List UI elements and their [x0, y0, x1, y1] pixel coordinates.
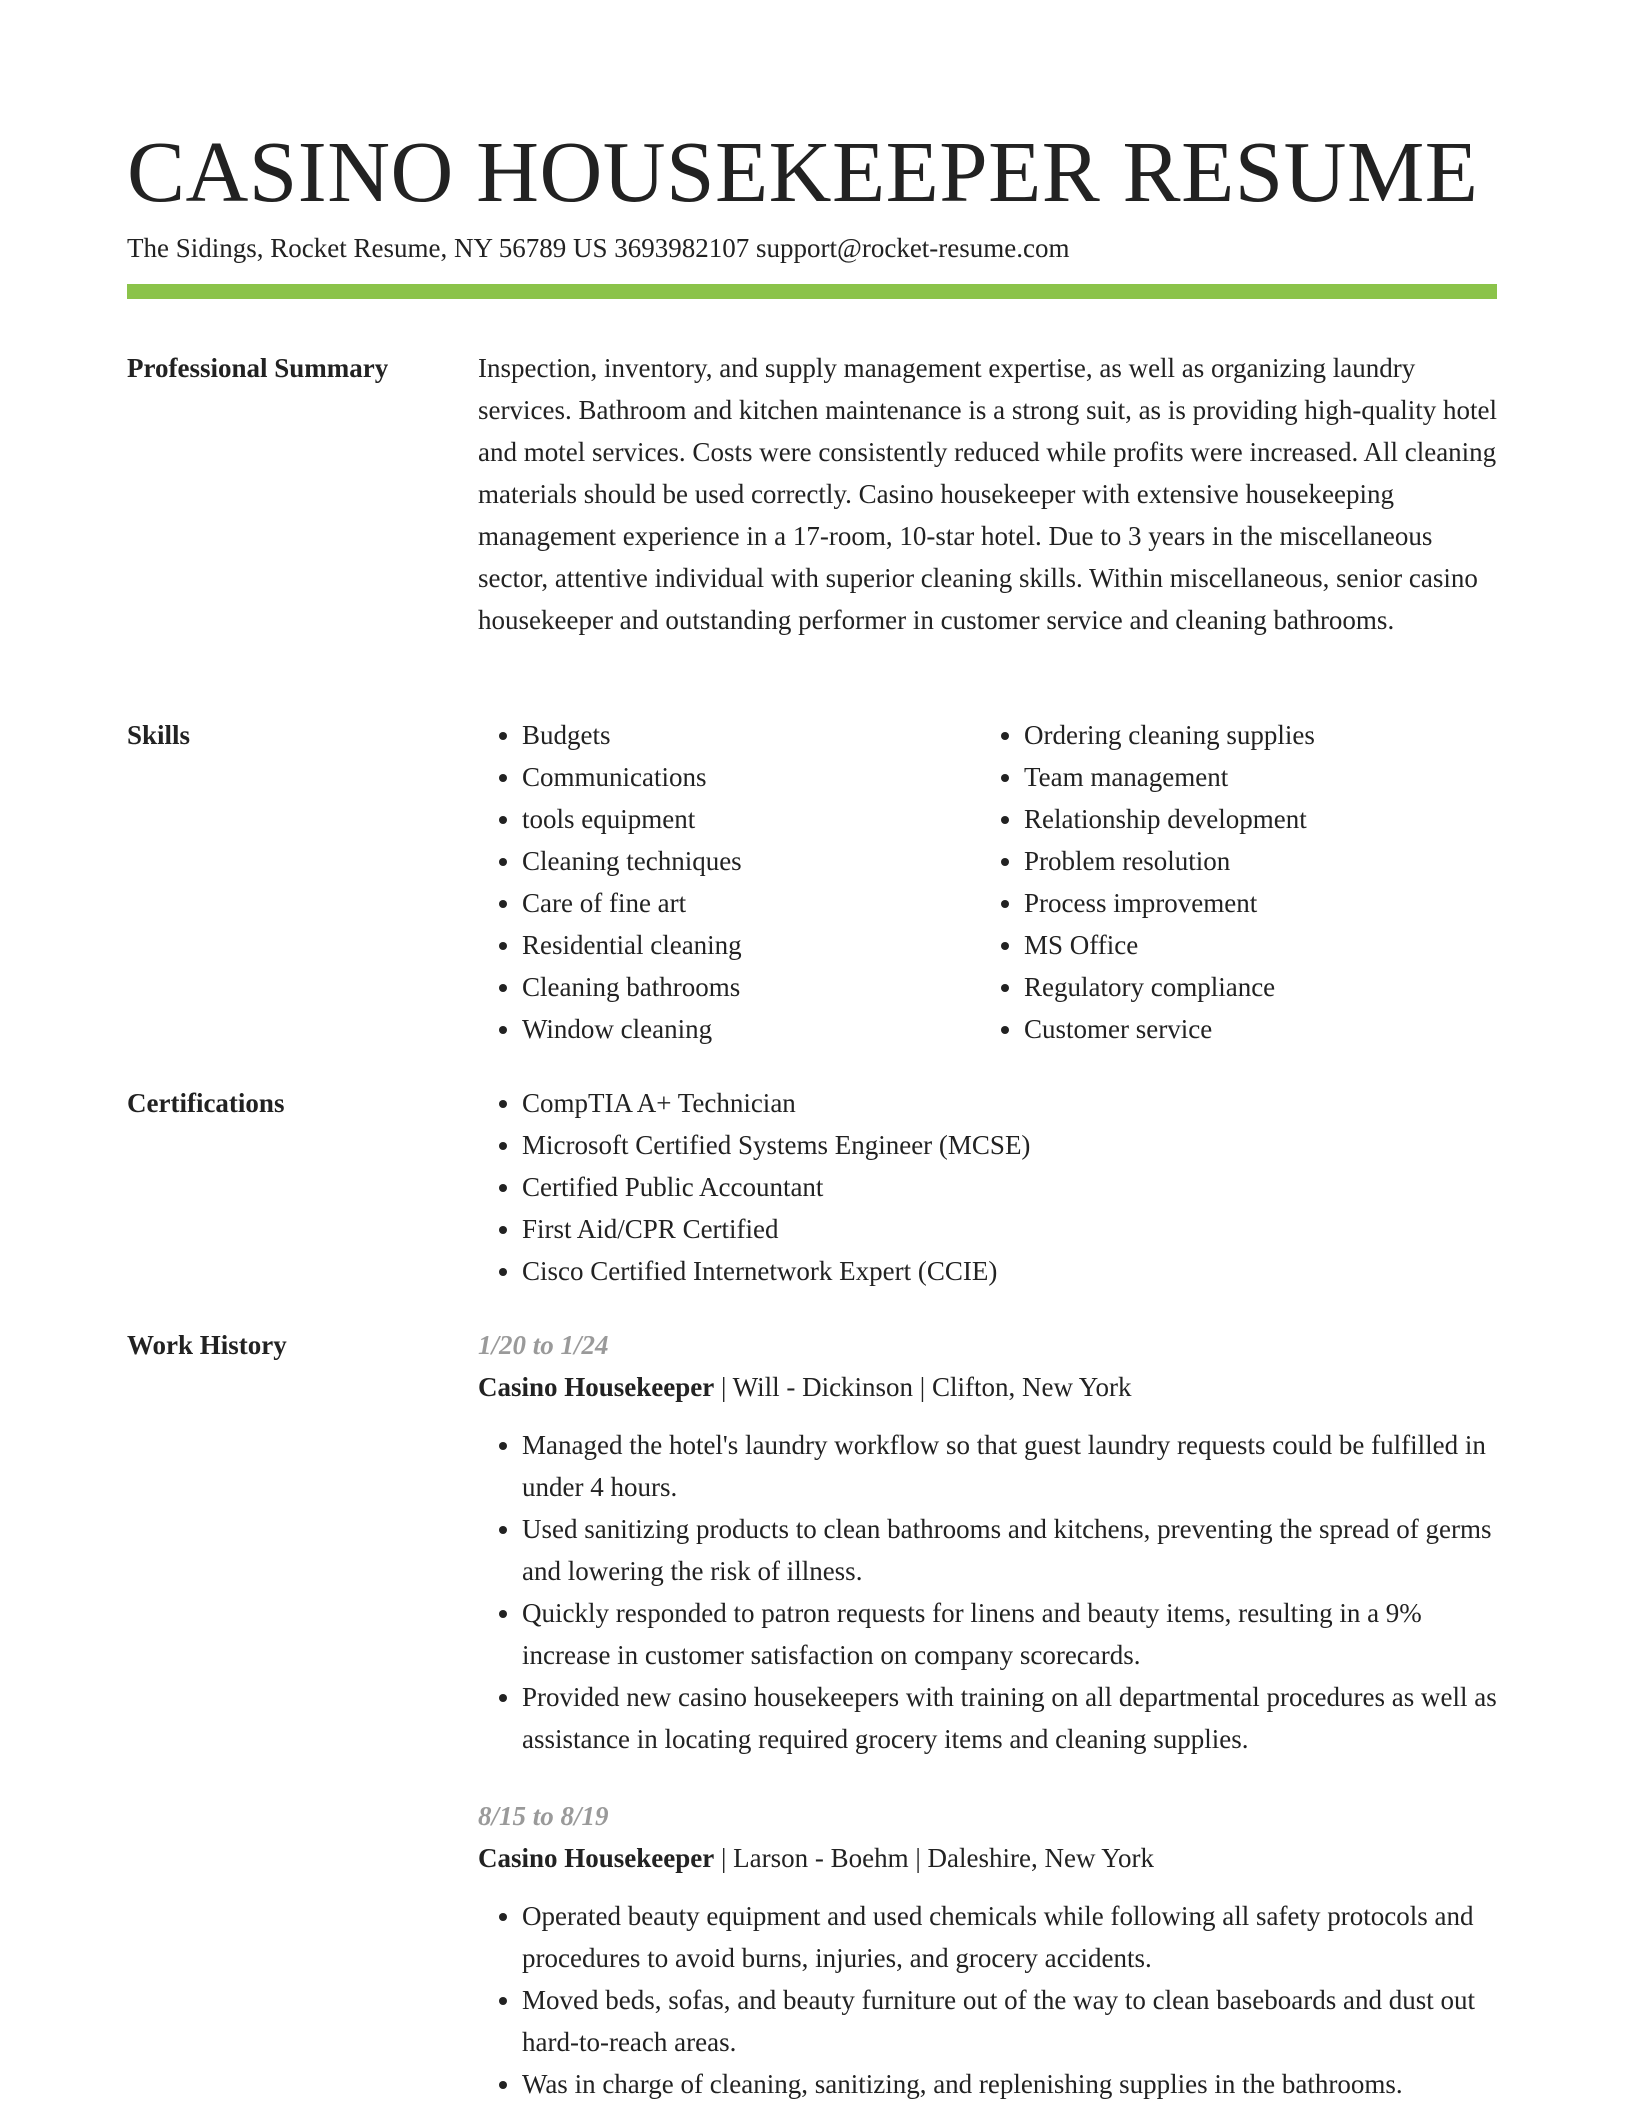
job-entry	[478, 1324, 1498, 1760]
summary-content	[478, 347, 1498, 641]
certifications-content	[478, 1082, 1498, 1292]
job-bullets	[478, 1424, 1498, 1760]
job-bullet: • Used sanitizing products to clean bathrooms and kitchens, preventing the spread of germs and lowering the risk of illness.	[522, 1508, 1498, 1592]
skills-content	[478, 714, 1498, 1050]
skill-item: • Care of fine art	[522, 882, 980, 924]
job-bullet: • Moved beds, sofas, and beauty furniture out of the way to clean baseboards and dust out hard-to-reach areas.	[522, 1979, 1498, 2063]
job-dates: 8/15 to 8/19	[478, 1801, 609, 1831]
summary-text: Inspection, inventory, and supply management expertise, as well as organizing laundry services. Bathroom and kitchen maintenance is a strong suit, as is providing high-quality hotel and motel services. Costs were consistently reduced while profits were increased. All cleaning materials should be used correctly. Casino housekeeper with extensive housekeeping management experience in a 17-room, 10-star hotel. Due to 3 years in the miscellaneous sector, attentive individual with superior cleaning skills. Within miscellaneous, senior casino housekeeper and outstanding performer in customer service and cleaning bathrooms.	[478, 353, 1498, 635]
work-history-content	[478, 1324, 1498, 2105]
skill-item: • Cleaning bathrooms	[522, 966, 980, 1008]
skills-column-right	[980, 714, 1482, 1050]
certifications-label: Certifications	[127, 1088, 285, 1118]
skills-column-left	[478, 714, 980, 1050]
skill-item: • Budgets	[522, 714, 980, 756]
job-bullet: • Provided new casino housekeepers with training on all departmental procedures as well as assistance in locating required grocery items and cleaning supplies.	[522, 1676, 1498, 1760]
header-divider	[127, 284, 1497, 299]
skill-item: • Residential cleaning	[522, 924, 980, 966]
skill-item: • Ordering cleaning supplies	[1024, 714, 1482, 756]
job-bullets	[478, 1895, 1498, 2105]
skill-item: • Relationship development	[1024, 798, 1482, 840]
skills-list-left	[478, 714, 980, 1050]
skill-item: • MS Office	[1024, 924, 1482, 966]
skill-item: • Cleaning techniques	[522, 840, 980, 882]
job-heading	[478, 1366, 1498, 1408]
certifications-list	[478, 1082, 1498, 1292]
job-bullet: • Operated beauty equipment and used chemicals while following all safety protocols and procedures to avoid burns, injuries, and grocery accidents.	[522, 1895, 1498, 1979]
skill-item: • Communications	[522, 756, 980, 798]
job-details: | Larson - Boehm | Daleshire, New York	[714, 1843, 1154, 1873]
certification-item: • First Aid/CPR Certified	[522, 1208, 1498, 1250]
skills-list-right	[980, 714, 1482, 1050]
skill-item: • Regulatory compliance	[1024, 966, 1482, 1008]
summary-label: Professional Summary	[127, 353, 389, 383]
skill-item: • Process improvement	[1024, 882, 1482, 924]
skill-item: • Problem resolution	[1024, 840, 1482, 882]
job-bullet: • Managed the hotel's laundry workflow so that guest laundry requests could be fulfilled in under 4 hours.	[522, 1424, 1498, 1508]
contact-line: The Sidings, Rocket Resume, NY 56789 US 3693982107 support@rocket-resume.com	[127, 233, 1070, 263]
job-dates: 1/20 to 1/24	[478, 1330, 609, 1360]
job-bullet: • Quickly responded to patron requests for linens and beauty items, resulting in a 9% increase in customer satisfaction on company scorecards.	[522, 1592, 1498, 1676]
resume-title: CASINO HOUSEKEEPER RESUME	[127, 123, 1479, 220]
skills-label: Skills	[127, 720, 191, 750]
certification-item: • Certified Public Accountant	[522, 1166, 1498, 1208]
job-entry	[478, 1795, 1498, 2105]
skill-item: • tools equipment	[522, 798, 980, 840]
certification-item: • CompTIA A+ Technician	[522, 1082, 1498, 1124]
certification-item: • Microsoft Certified Systems Engineer (MCSE)	[522, 1124, 1498, 1166]
skill-item: • Window cleaning	[522, 1008, 980, 1050]
work-history-label: Work History	[127, 1330, 287, 1360]
skill-item: • Customer service	[1024, 1008, 1482, 1050]
job-heading	[478, 1837, 1498, 1879]
certification-item: • Cisco Certified Internetwork Expert (CCIE)	[522, 1250, 1498, 1292]
job-role: Casino Housekeeper	[478, 1843, 715, 1873]
skill-item: • Team management	[1024, 756, 1482, 798]
job-bullet: • Was in charge of cleaning, sanitizing, and replenishing supplies in the bathrooms.	[522, 2063, 1498, 2105]
job-details: | Will - Dickinson | Clifton, New York	[714, 1372, 1132, 1402]
job-role: Casino Housekeeper	[478, 1372, 715, 1402]
